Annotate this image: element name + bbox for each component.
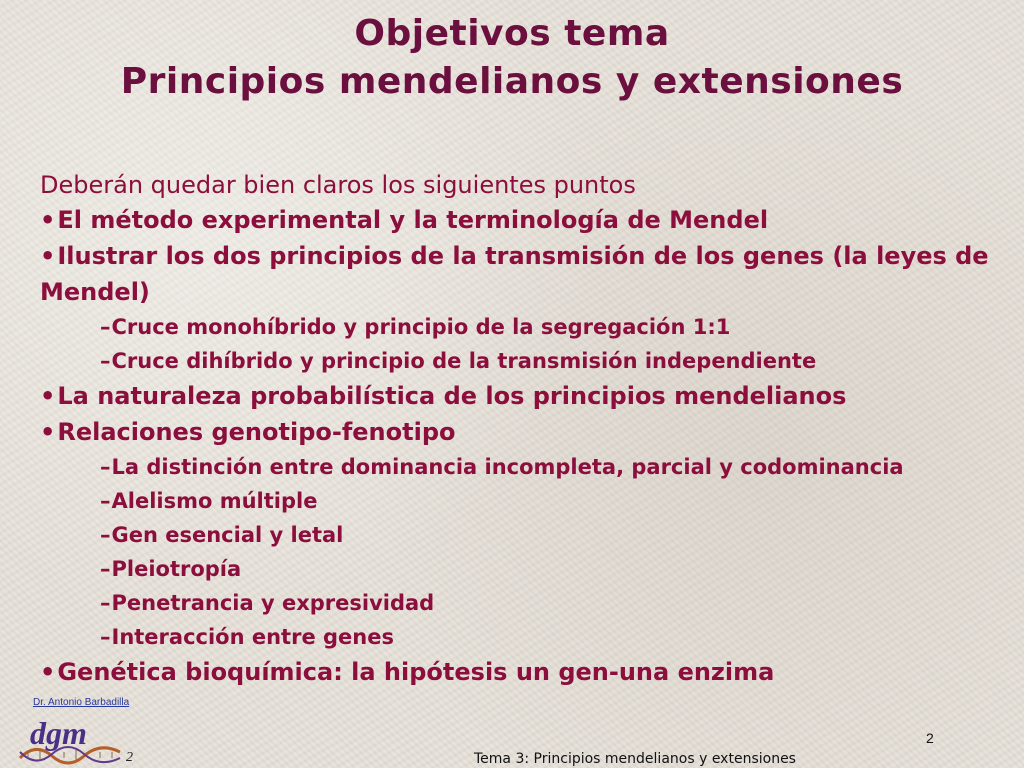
sub-bullet-item: –Cruce dihíbrido y principio de la transmisión independiente bbox=[100, 349, 817, 373]
sub-bullet-item: –Interacción entre genes bbox=[100, 625, 394, 649]
title-line-1: Objetivos tema bbox=[354, 13, 670, 54]
sub-bullet-item: –Pleiotropía bbox=[100, 557, 242, 581]
slide-body bbox=[40, 168, 1010, 690]
page-number-left: 2 bbox=[126, 750, 133, 765]
sub-bullet-item: –Cruce monohíbrido y principio de la segregación 1:1 bbox=[100, 315, 731, 339]
bullet-item: •Relaciones genotipo-fenotipo bbox=[40, 418, 456, 446]
bullet-item: •El método experimental y la terminología de Mendel bbox=[40, 206, 769, 234]
dgm-logo-icon bbox=[16, 712, 128, 768]
bullet-item: •Genética bioquímica: la hipótesis un gen-una enzima bbox=[40, 658, 775, 686]
footer-title: Tema 3: Principios mendelianos y extensiones bbox=[474, 751, 796, 767]
title-line-2: Principios mendelianos y extensiones bbox=[120, 61, 904, 102]
slide-title bbox=[0, 10, 1024, 106]
intro-text: Deberán quedar bien claros los siguientes puntos bbox=[40, 171, 636, 199]
page-number-right: 2 bbox=[926, 730, 934, 746]
bullet-item: •Ilustrar los dos principios de la transmisión de los genes (la leyes de Mendel) bbox=[40, 242, 989, 306]
svg-text:dgm: dgm bbox=[30, 715, 87, 751]
author-link[interactable]: Dr. Antonio Barbadilla bbox=[33, 697, 130, 708]
sub-bullet-item: –Penetrancia y expresividad bbox=[100, 591, 435, 615]
bullet-item: •La naturaleza probabilística de los principios mendelianos bbox=[40, 382, 847, 410]
sub-bullet-item: –La distinción entre dominancia incompleta, parcial y codominancia bbox=[100, 455, 904, 479]
sub-bullet-item: –Gen esencial y letal bbox=[100, 523, 344, 547]
sub-bullet-item: –Alelismo múltiple bbox=[100, 489, 318, 513]
